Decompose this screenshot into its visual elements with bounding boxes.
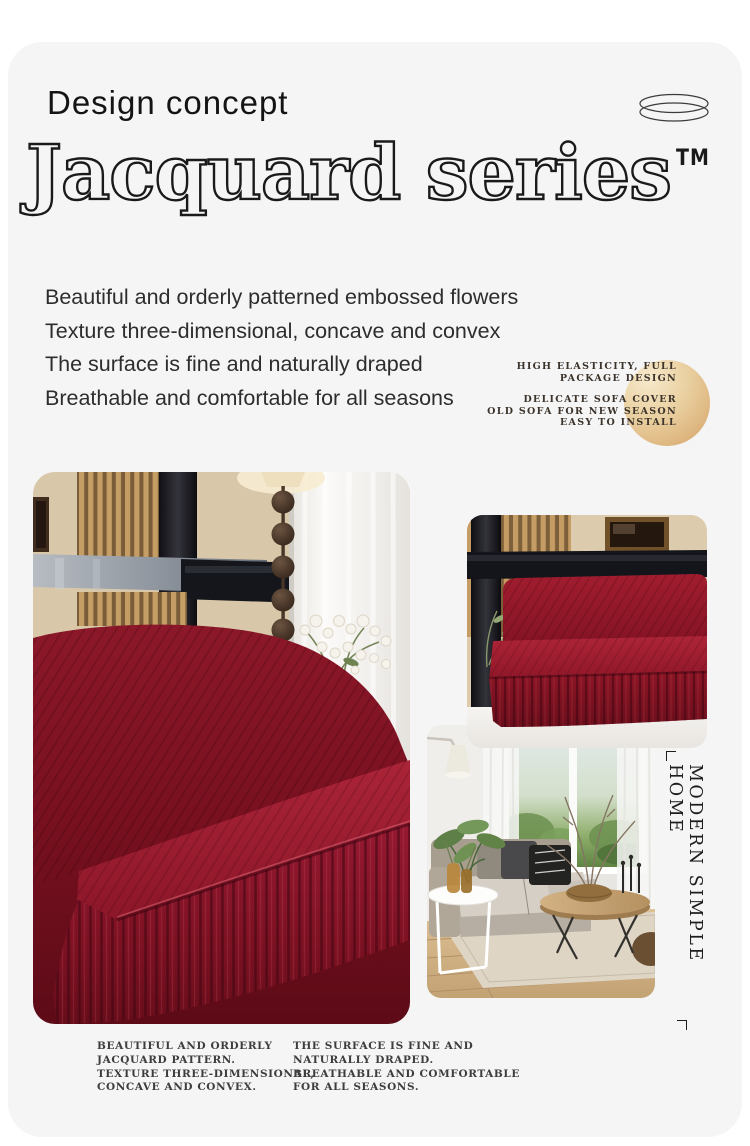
caption-column-left	[97, 1040, 315, 1095]
lifestyle-photo	[427, 725, 655, 998]
caption-line: BEAUTIFUL AND ORDERLY	[97, 1040, 273, 1052]
feature-badge-text	[420, 361, 677, 429]
caption-line: THE SURFACE IS FINE AND	[293, 1040, 474, 1052]
caption-line: BREATHABLE AND COMFORTABLE	[293, 1067, 520, 1080]
intro-line: Breathable and comfortable for all seasons	[45, 385, 454, 410]
double-ellipse-icon	[638, 93, 710, 128]
main-product-photo	[33, 472, 410, 1024]
caption-line: FOR ALL SEASONS.	[293, 1081, 420, 1094]
caption-column-right	[293, 1040, 520, 1095]
intro-line: Beautiful and orderly patterned embossed flowers	[45, 285, 519, 309]
badge-line: HIGH ELASTICITY, FULL	[516, 361, 677, 372]
trademark-symbol: TM	[676, 145, 710, 171]
jacquard-series-title: Jacquard series	[26, 128, 671, 217]
tagline-open-bracket	[666, 751, 676, 761]
caption-line: NATURALLY DRAPED.	[293, 1053, 434, 1066]
secondary-product-photo	[467, 515, 707, 748]
badge-line: PACKAGE DESIGN	[559, 372, 677, 384]
badge-line: OLD SOFA FOR NEW SEASON	[487, 405, 677, 417]
tagline-close-bracket	[677, 1020, 687, 1030]
intro-line: The surface is fine and naturally draped	[45, 352, 423, 376]
vertical-tagline: MODERN SIMPLE HOME	[665, 764, 705, 963]
badge-line: EASY TO INSTALL	[560, 417, 677, 428]
badge-line: DELICATE SOFA COVER	[523, 394, 677, 405]
caption-line: JACQUARD PATTERN.	[97, 1053, 236, 1066]
caption-line: CONCAVE AND CONVEX.	[97, 1081, 257, 1094]
intro-line: Texture three-dimensional, concave and convex	[45, 318, 501, 343]
caption-line: TEXTURE THREE-DIMENSIONAL,	[97, 1067, 315, 1080]
design-concept-label: Design concept	[47, 84, 289, 121]
